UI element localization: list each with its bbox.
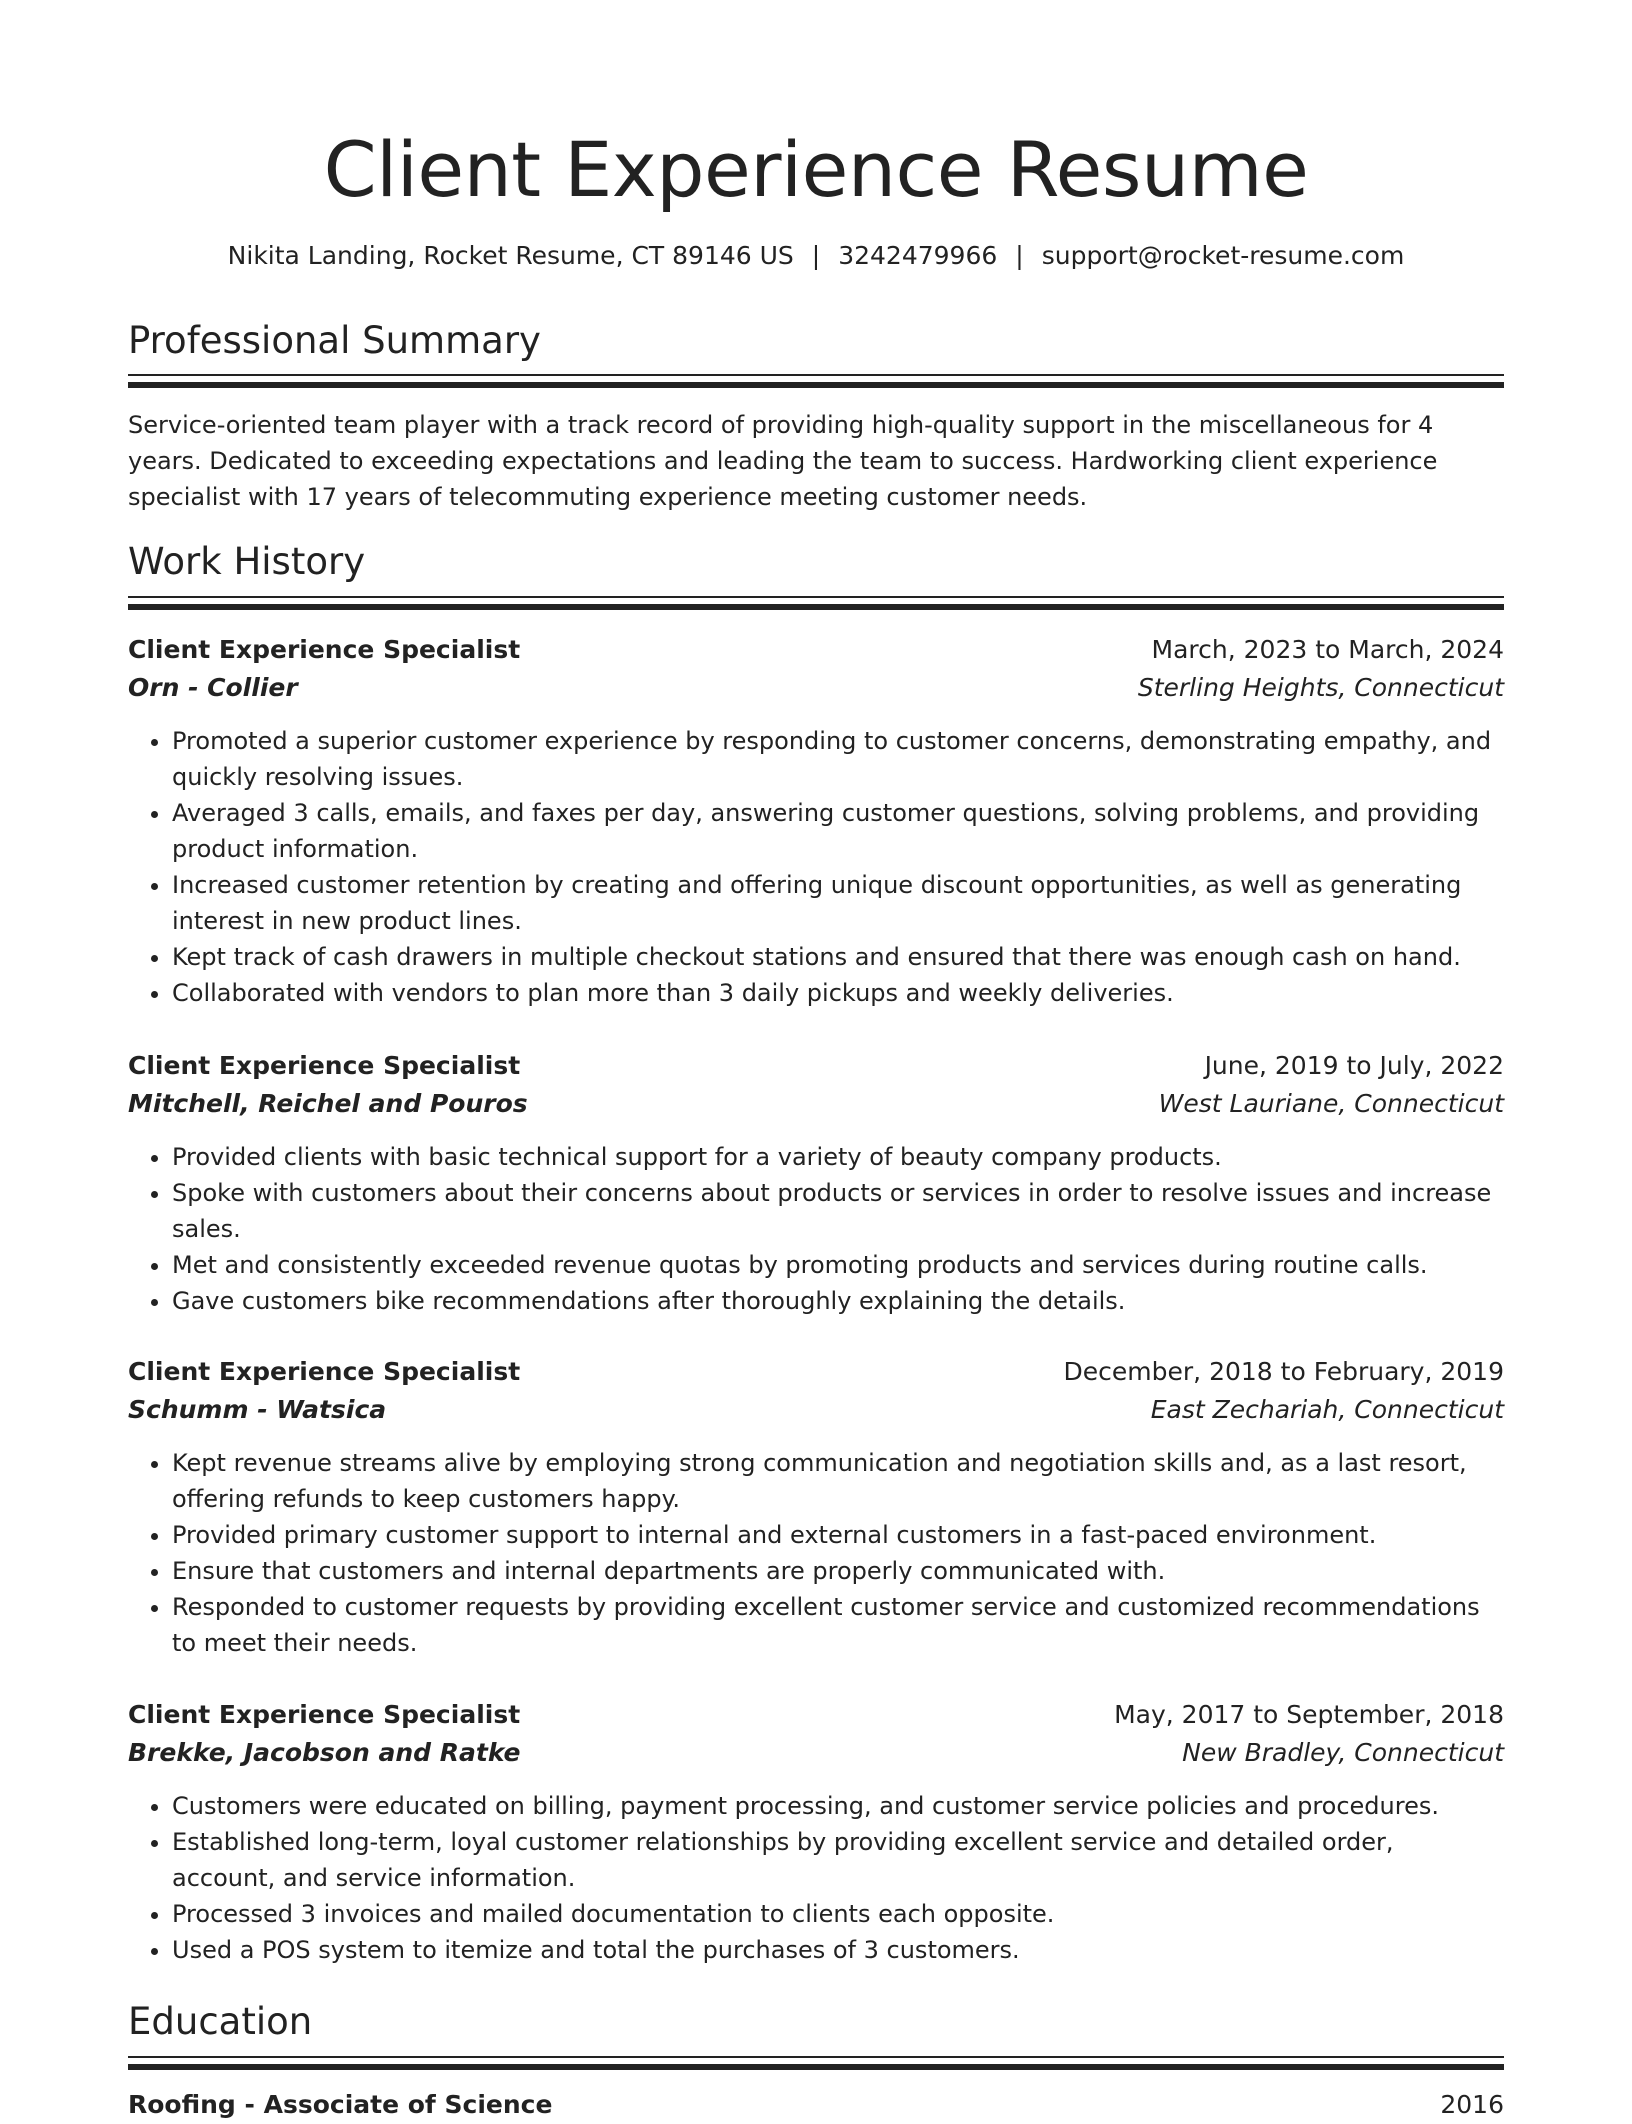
job-location: West Lauriane, Connecticut	[1158, 1089, 1504, 1118]
job-dates: March, 2023 to March, 2024	[1151, 635, 1504, 664]
job-entry	[128, 1047, 1504, 1319]
job-title: Client Experience Specialist	[128, 1051, 521, 1080]
contact-address: Nikita Landing, Rocket Resume, CT 89146 US	[227, 241, 794, 270]
job-bullet: • Met and consistently exceeded revenue quotas by promoting products and services during routine calls.	[172, 1247, 1504, 1283]
job-title: Client Experience Specialist	[128, 1700, 521, 1729]
job-bullet: • Processed 3 invoices and mailed documentation to clients each opposite.	[172, 1896, 1504, 1932]
job-location: Sterling Heights, Connecticut	[1137, 673, 1504, 702]
contact-phone: 3242479966	[838, 241, 998, 270]
job-bullet: • Spoke with customers about their concerns about products or services in order to resolve issues and increase sales.	[172, 1175, 1504, 1247]
job-bullets	[128, 1445, 1504, 1661]
education-section-header	[128, 1997, 1504, 2047]
contact-separator: |	[1015, 241, 1024, 270]
job-bullet: • Kept revenue streams alive by employing strong communication and negotiation skills and, as a last resort, offering refunds to keep customers happy.	[172, 1445, 1504, 1517]
job-company: Orn - Collier	[128, 673, 298, 702]
job-title: Client Experience Specialist	[128, 1357, 521, 1386]
contact-email: support@rocket-resume.com	[1041, 241, 1405, 270]
job-dates: December, 2018 to February, 2019	[1063, 1357, 1504, 1386]
job-entry	[128, 1696, 1504, 1968]
job-bullet: • Used a POS system to itemize and total the purchases of 3 customers.	[172, 1932, 1504, 1968]
job-location: New Bradley, Connecticut	[1182, 1738, 1504, 1767]
job-bullets	[128, 1139, 1504, 1319]
summary-section-header	[128, 316, 1504, 366]
section-divider	[128, 374, 1504, 389]
job-title: Client Experience Specialist	[128, 635, 521, 664]
education-entry	[128, 2086, 1504, 2124]
job-bullet: • Established long-term, loyal customer relationships by providing excellent service and detailed order, account, and service information.	[172, 1824, 1504, 1896]
education-year: 2016	[1440, 2090, 1504, 2119]
job-company: Brekke, Jacobson and Ratke	[128, 1738, 521, 1767]
education-heading: Education	[128, 2000, 313, 2043]
summary-text: Service-oriented team player with a track record of providing high-quality support in the miscellaneous for 4 years. Dedicated to exceeding expectations and leading the team to success. Hardworking client experience specialist with 17 years of telecommuting experience meeting customer needs.	[128, 411, 1438, 511]
job-bullet: • Provided primary customer support to internal and external customers in a fast-paced environment.	[172, 1517, 1504, 1553]
job-bullets	[128, 723, 1504, 1011]
job-company: Schumm - Watsica	[128, 1395, 387, 1424]
job-bullet: • Customers were educated on billing, payment processing, and customer service policies and procedures.	[172, 1788, 1504, 1824]
job-bullet: • Promoted a superior customer experience by responding to customer concerns, demonstrating empathy, and quickly resolving issues.	[172, 723, 1504, 795]
job-bullet: • Collaborated with vendors to plan more than 3 daily pickups and weekly deliveries.	[172, 975, 1504, 1011]
job-company: Mitchell, Reichel and Pouros	[128, 1089, 528, 1118]
job-bullet: • Gave customers bike recommendations after thoroughly explaining the details.	[172, 1283, 1504, 1319]
contact-line	[128, 238, 1504, 274]
section-divider	[128, 596, 1504, 611]
job-location: East Zechariah, Connecticut	[1150, 1395, 1504, 1424]
work-heading: Work History	[128, 540, 366, 583]
work-section-header	[128, 537, 1504, 587]
job-bullet: • Increased customer retention by creating and offering unique discount opportunities, as well as generating interest in new product lines.	[172, 867, 1504, 939]
job-bullet: • Averaged 3 calls, emails, and faxes per day, answering customer questions, solving problems, and providing product information.	[172, 795, 1504, 867]
job-entry	[128, 631, 1504, 1011]
education-degree: Roofing - Associate of Science	[128, 2090, 553, 2119]
job-bullet: • Ensure that customers and internal departments are properly communicated with.	[172, 1553, 1504, 1589]
job-dates: June, 2019 to July, 2022	[1204, 1051, 1504, 1080]
resume-title: Client Experience Resume	[323, 125, 1309, 214]
job-bullet: • Kept track of cash drawers in multiple checkout stations and ensured that there was enough cash on hand.	[172, 939, 1504, 975]
job-dates: May, 2017 to September, 2018	[1114, 1700, 1504, 1729]
job-bullets	[128, 1788, 1504, 1968]
job-entry	[128, 1353, 1504, 1661]
job-bullet: • Provided clients with basic technical support for a variety of beauty company products.	[172, 1139, 1504, 1175]
contact-separator: |	[811, 241, 821, 270]
job-bullet: • Responded to customer requests by providing excellent customer service and customized recommendations to meet their needs.	[172, 1589, 1504, 1661]
section-divider	[128, 2056, 1504, 2071]
summary-heading: Professional Summary	[128, 319, 541, 362]
